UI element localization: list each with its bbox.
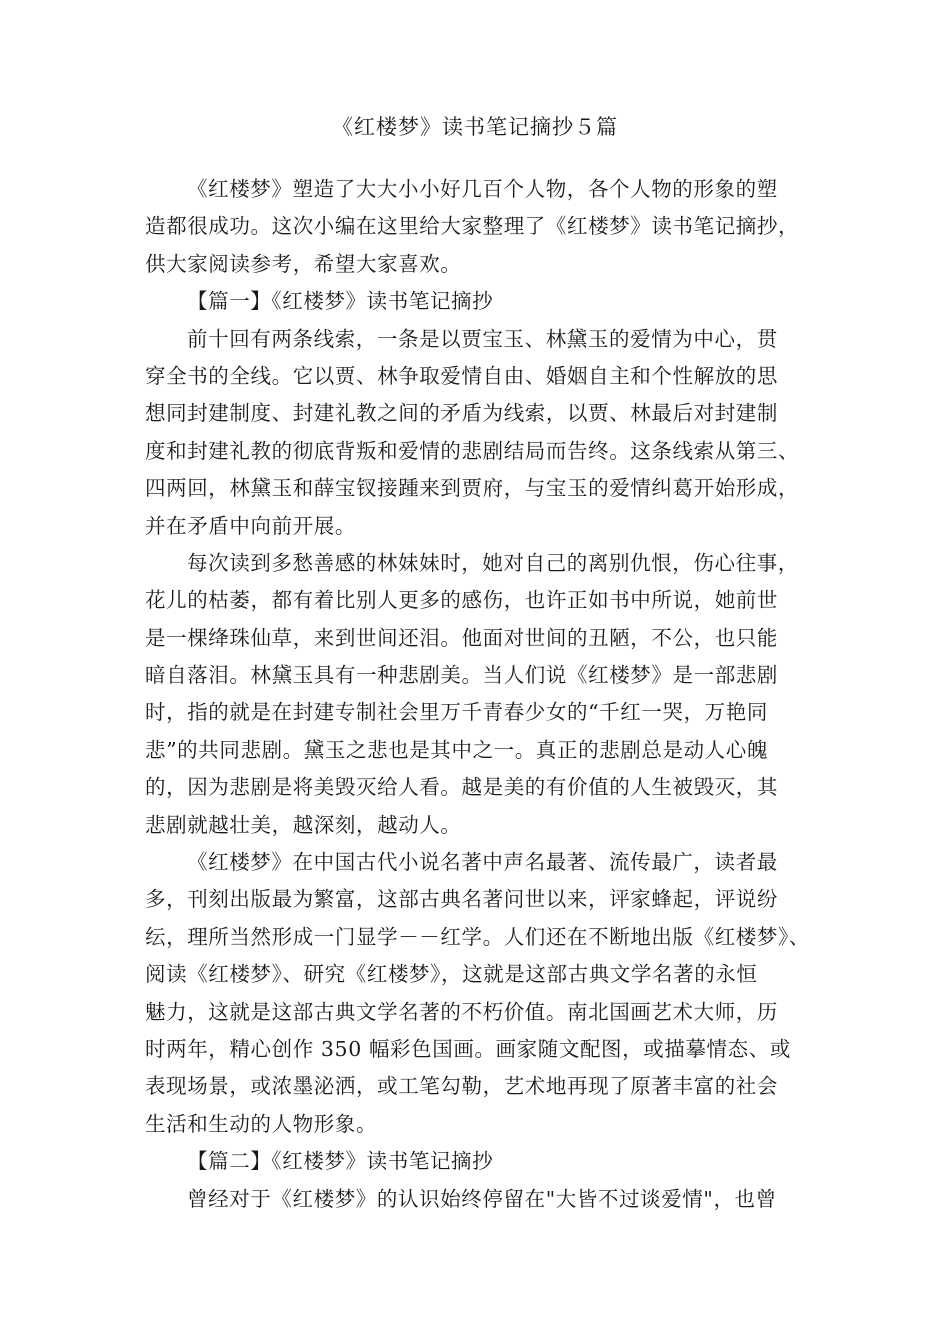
text-line: 悲剧就越壮美，越深刻，越动人。 [145,812,462,837]
text-line: 度和封建礼教的彻底背叛和爱情的悲剧结局而告终。这条线索从第三、 [145,438,800,463]
text-line: 暗自落泪。林黛玉具有一种悲剧美。当人们说《红楼梦》是一部悲剧 [145,663,778,688]
document-body [145,171,835,1218]
text-line: 想同封建制度、封建礼教之间的矛盾为线索，以贾、林最后对封建制 [145,401,778,426]
document-title: 《红楼梦》读书笔记摘抄５篇 [332,115,618,139]
text-line: 是一棵绛珠仙草，来到世间还泪。他面对世间的丑陋，不公，也只能 [145,625,778,650]
text-line: 供大家阅读参考，希望大家喜欢。 [145,251,462,276]
text-line: 纭，理所当然形成一门显学－－红学。人们还在不断地出版《红楼梦》、 [145,924,810,949]
text-line: 造都很成功。这次小编在这里给大家整理了《红楼梦》读书笔记摘抄， [145,214,800,239]
text-line: 四两回，林黛玉和薛宝钗接踵来到贾府，与宝玉的爱情纠葛开始形成， [145,476,800,501]
text-line: 【篇一】《红楼梦》读书笔记摘抄 [187,289,494,314]
text-line: 的，因为悲剧是将美毁灭给人看。越是美的有价值的人生被毁灭，其 [145,775,778,800]
text-line: 前十回有两条线索，一条是以贾宝玉、林黛玉的爱情为中心，贯 [187,326,778,351]
text-line: 生活和生动的人物形象。 [145,1111,378,1136]
text-line: 魅力，这就是这部古典文学名著的不朽价值。南北国画艺术大师，历 [145,999,778,1024]
text-line: 《红楼梦》在中国古代小说名著中声名最著、流传最广，读者最 [187,850,778,875]
text-line: 花儿的枯萎，都有着比别人更多的感伤，也许正如书中所说，她前世 [145,588,778,613]
text-line: 曾经对于《红楼梦》的认识始终停留在"大皆不过谈爱情"，也曾 [187,1186,777,1211]
text-line: 多，刊刻出版最为繁富，这部古典名著问世以来，评家蜂起，评说纷 [145,887,778,912]
text-line: 每次读到多愁善感的林妹妹时，她对自己的离别仇恨，伤心往事， [187,550,799,575]
text-line: 时两年，精心创作 350 幅彩色国画。画家随文配图，或描摹情态、或 [145,1036,791,1061]
text-line: 表现场景，或浓墨泌洒，或工笔勾勒，艺术地再现了原著丰富的社会 [145,1074,778,1099]
text-line: 时，指的就是在封建专制社会里万千青春少女的“千红一哭，万艳同 [145,700,768,725]
text-line: 并在矛盾中向前开展。 [145,513,356,538]
text-line: 悲”的共同悲剧。黛玉之悲也是其中之一。真正的悲剧总是动人心魄 [145,737,768,762]
text-line: 【篇二】《红楼梦》读书笔记摘抄 [187,1149,494,1174]
text-line: 《红楼梦》塑造了大大小小好几百个人物，各个人物的形象的塑 [187,177,778,201]
text-line: 阅读《红楼梦》、研究《红楼梦》，这就是这部古典文学名著的永恒 [145,962,758,987]
text-line: 穿全书的全线。它以贾、林争取爱情自由、婚姻自主和个性解放的思 [145,363,778,388]
